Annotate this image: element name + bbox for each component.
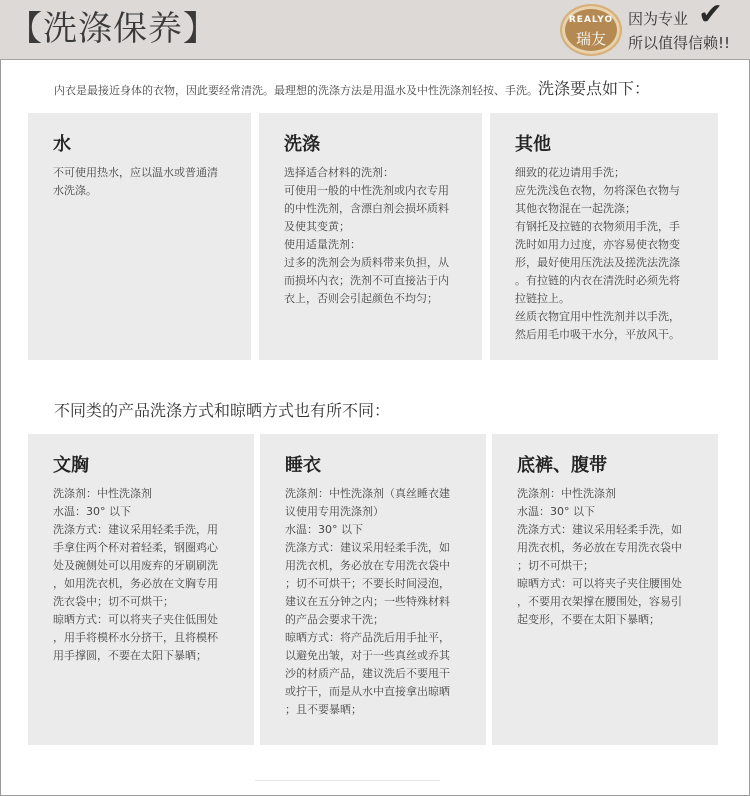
text-line: ；且不要暴晒； bbox=[285, 703, 362, 716]
product-card-title: 睡衣 bbox=[285, 455, 321, 476]
care-card-body bbox=[284, 164, 449, 308]
text-line: 其他衣物混在一起洗涤； bbox=[515, 202, 636, 215]
text-line: 然后用毛巾吸干水分，平放风干。 bbox=[515, 328, 680, 341]
text-line: 选择适合材料的洗剂： bbox=[284, 166, 394, 179]
text-line: 起变形，不要在太阳下暴晒； bbox=[517, 613, 660, 626]
text-line: 用洗衣机，务必放在专用洗衣袋中 bbox=[285, 559, 450, 572]
bottom-divider bbox=[255, 780, 440, 781]
product-card-briefs-girdle bbox=[492, 434, 718, 745]
text-line: 或拧干，而是从水中直接拿出晾晒 bbox=[285, 685, 450, 698]
brand-seal-logo bbox=[560, 4, 622, 56]
intro-paragraph bbox=[54, 76, 744, 99]
text-line: 不可使用热水，应以温水或普通清 bbox=[53, 166, 218, 179]
text-line: ；切不可烘干；不要长时间浸泡， bbox=[285, 577, 450, 590]
text-line: 手拿住两个杯对着轻柔，钢圈鸡心 bbox=[53, 541, 218, 554]
text-line: 的中性洗剂，含漂白剂会损坏质料 bbox=[284, 202, 449, 215]
text-line: 水洗涤。 bbox=[53, 184, 97, 197]
intro-text: 内衣是最接近身体的衣物，因此要经常清洗。最理想的洗涤方法是用温水及中性洗涤剂轻按、手洗。 bbox=[54, 84, 538, 97]
text-line: 建议在五分钟之内；一些特殊材料 bbox=[285, 595, 450, 608]
text-line: 洗涤剂：中性洗涤剂（真丝睡衣建 bbox=[285, 487, 450, 500]
text-line: 用洗衣机，务必放在专用洗衣袋中 bbox=[517, 541, 682, 554]
product-card-body bbox=[517, 485, 682, 629]
product-card-pajamas bbox=[260, 434, 486, 745]
text-line: 过多的洗剂会为质料带来负担，从 bbox=[284, 256, 449, 269]
care-card-body bbox=[53, 164, 218, 200]
product-card-bra bbox=[28, 434, 254, 745]
text-line: ，不要用衣架撑在腰围处，容易引 bbox=[517, 595, 682, 608]
product-card-title: 底裤、腹带 bbox=[517, 455, 607, 476]
text-line: 洗涤剂：中性洗涤剂 bbox=[517, 487, 616, 500]
text-line: ，用手将模杯水分挤干，且将模杯 bbox=[53, 631, 218, 644]
brand-seal-top-text: REALYO bbox=[568, 15, 614, 25]
text-line: 洗衣袋中；切不可烘干； bbox=[53, 595, 174, 608]
text-line: 衣上，否则会引起颜色不均匀； bbox=[284, 292, 438, 305]
care-card-title: 其他 bbox=[515, 134, 551, 155]
text-line: 使用适量洗剂： bbox=[284, 238, 361, 251]
text-line: 水温：30° 以下 bbox=[53, 505, 131, 518]
text-line: ；切不可烘干； bbox=[517, 559, 594, 572]
checkmark-icon: ✔ bbox=[698, 0, 724, 32]
text-line: 而损坏内衣；洗剂不可直接沾于内 bbox=[284, 274, 449, 287]
text-line: 应先洗浅色衣物，勿将深色衣物与 bbox=[515, 184, 680, 197]
text-line: 处及碗侧处可以用废弃的牙刷刷洗 bbox=[53, 559, 218, 572]
text-line: 拉链拉上。 bbox=[515, 292, 570, 305]
product-card-body bbox=[285, 485, 450, 719]
brand-seal-bottom-text: 瑞友 bbox=[575, 30, 606, 48]
text-line: 丝质衣物宜用中性洗剂并以手洗， bbox=[515, 310, 680, 323]
text-line: 晾晒方式：可以将夹子夹住低围处 bbox=[53, 613, 218, 626]
text-line: 用手撑圆，不要在太阳下暴晒； bbox=[53, 649, 207, 662]
intro-emphasis: 洗涤要点如下： bbox=[538, 79, 651, 98]
care-card-other bbox=[490, 113, 718, 360]
text-line: 有钢托及拉链的衣物须用手洗，手 bbox=[515, 220, 680, 233]
text-line: 晾晒方式：将产品洗后用手扯平， bbox=[285, 631, 450, 644]
product-card-body bbox=[53, 485, 218, 665]
text-line: 水温：30° 以下 bbox=[285, 523, 363, 536]
text-line: 可使用一般的中性洗剂或内衣专用 bbox=[284, 184, 449, 197]
product-card-title: 文胸 bbox=[53, 455, 89, 476]
text-line: 沙的材质产品，建议洗后不要甩干 bbox=[285, 667, 450, 680]
text-line: 洗涤方式：建议采用轻柔手洗，如 bbox=[517, 523, 682, 536]
text-line: 细致的花边请用手洗； bbox=[515, 166, 625, 179]
text-line: 。有拉链的内衣在清洗时必须先将 bbox=[515, 274, 680, 287]
text-line: 洗时如用力过度，亦容易使衣物变 bbox=[515, 238, 680, 251]
page-title: 【洗涤保养】 bbox=[8, 9, 218, 49]
header-banner bbox=[0, 0, 750, 60]
text-line: 形，最好使用压洗法及搓洗法洗涤 bbox=[515, 256, 680, 269]
text-line: ，如用洗衣机，务必放在文胸专用 bbox=[53, 577, 218, 590]
slogan-line-2: 所以值得信赖!! bbox=[628, 34, 731, 52]
care-card-washing bbox=[259, 113, 482, 360]
care-card-title: 洗涤 bbox=[284, 134, 320, 155]
text-line: 洗涤方式：建议采用轻柔手洗，如 bbox=[285, 541, 450, 554]
text-line: 的产品会要求干洗； bbox=[285, 613, 384, 626]
slogan-line-1: 因为专业 bbox=[628, 10, 689, 28]
care-card-water bbox=[28, 113, 251, 360]
text-line: 洗涤方式：建议采用轻柔手洗，用 bbox=[53, 523, 218, 536]
text-line: 及使其变黄； bbox=[284, 220, 350, 233]
text-line: 洗涤剂：中性洗涤剂 bbox=[53, 487, 152, 500]
care-card-title: 水 bbox=[53, 134, 71, 155]
care-card-body bbox=[515, 164, 680, 344]
text-line: 以避免出皱，对于一些真丝或乔其 bbox=[285, 649, 450, 662]
text-line: 水温：30° 以下 bbox=[517, 505, 595, 518]
section-title-product-care: 不同类的产品洗涤方式和晾晒方式也有所不同： bbox=[54, 401, 391, 420]
text-line: 议使用专用洗涤剂） bbox=[285, 505, 384, 518]
text-line: 晾晒方式：可以将夹子夹住腰围处 bbox=[517, 577, 682, 590]
